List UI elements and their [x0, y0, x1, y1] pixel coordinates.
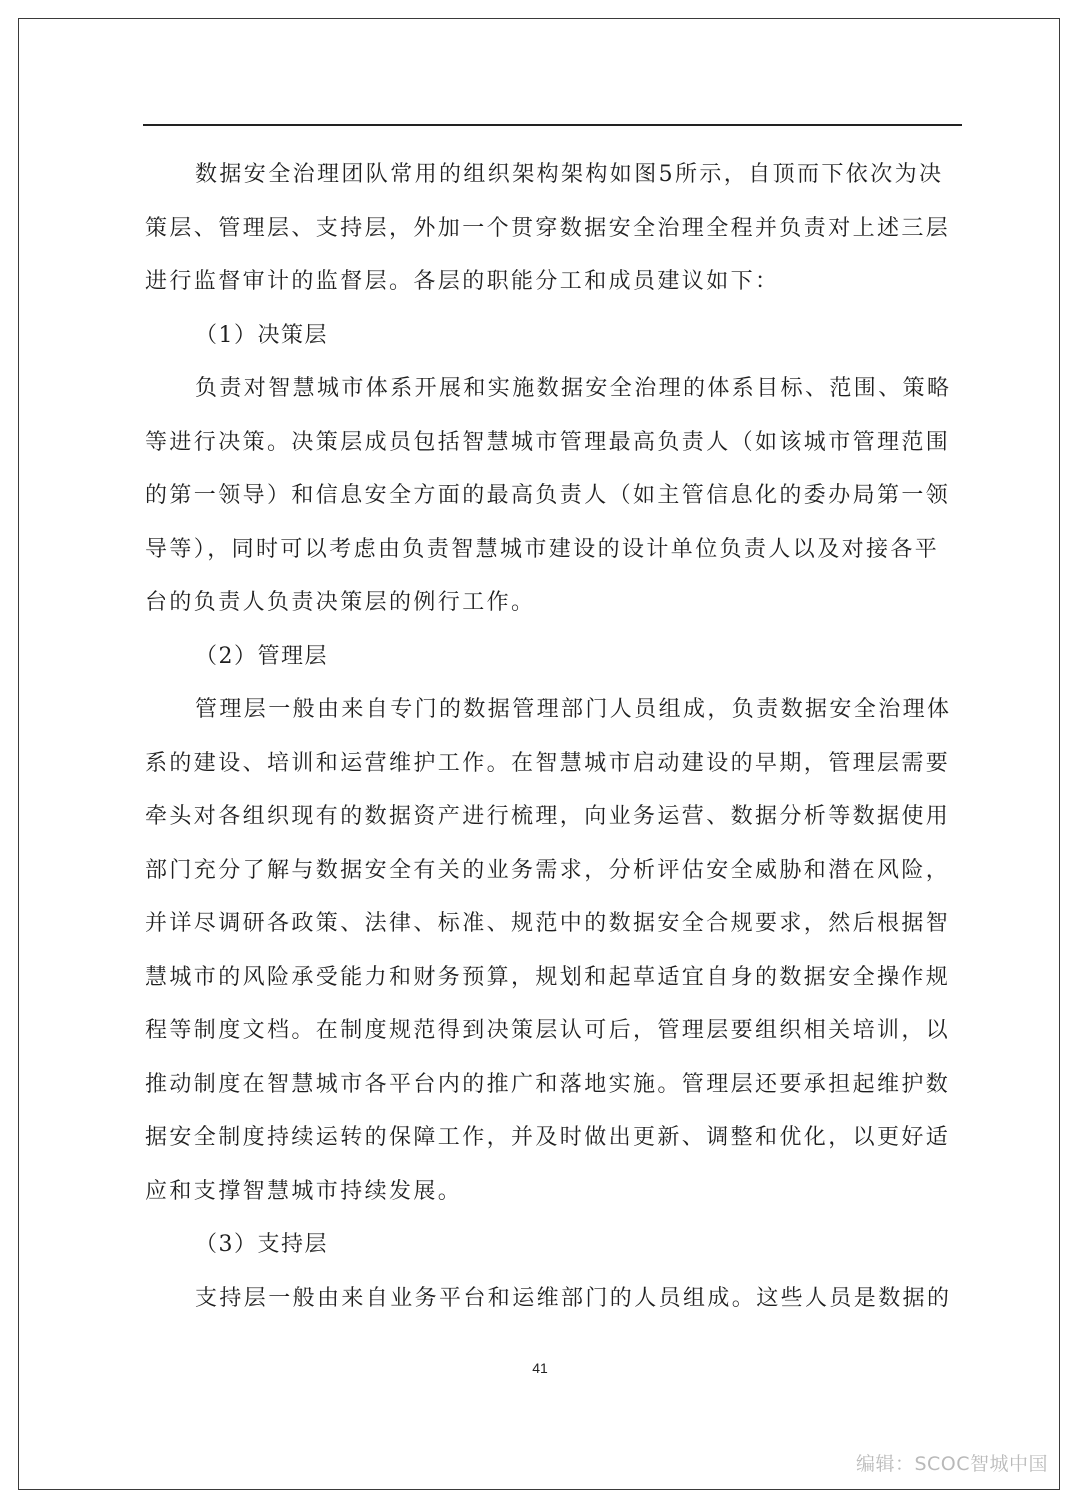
heading-support-layer: （3）支持层	[195, 1232, 328, 1257]
paragraph-intro: 数据安全治理团队常用的组织架构架构如图5所示，自顶而下依次为决 策层、管理层、支持层，外加一个贯穿数据安全治理全程并负责对上述三层 进行监督审计的监督层。各层的职能分工和成员建议如下：	[145, 162, 951, 294]
watermark: 编辑：SCOC智城中国	[855, 1453, 1048, 1475]
paragraph-support-layer: 支持层一般由来自业务平台和运维部门的人员组成。这些人员是数据的	[195, 1285, 952, 1311]
paragraph-decision-layer: 负责对智慧城市体系开展和实施数据安全治理的体系目标、范围、策略 等进行决策。决策层成员包括智慧城市管理最高负责人（如该城市管理范围 的第一领导）和信息安全方面的最高负责人（如主管信息化的委办局第一领 导等），同时可以考虑由负责智慧城市建设的设计单位负责人以及对接各平 台的负责人负责决策层的例行工作。	[145, 376, 952, 615]
paragraph-management-layer: 管理层一般由来自专门的数据管理部门人员组成，负责数据安全治理体 系的建设、培训和运营维护工作。在智慧城市启动建设的早期，管理层需要 牵头对各组织现有的数据资产进行梳理，向业务运营、数据分析等数据使用 部门充分了解与数据安全有关的业务需求，分析评估安全威胁和潜在风险， 并详尽调研各政策、法律、标准、规范中的数据安全合规要求，然后根据智 慧城市的风险承受能力和财务预算，规划和起草适宜自身的数据安全操作规 程等制度文档。在制度规范得到决策层认可后，管理层要组织相关培训，以 推动制度在智慧城市各平台内的推广和落地实施。管理层还要承担起维护数 据安全制度持续运转的保障工作，并及时做出更新、调整和优化，以更好适 应和支撑智慧城市持续发展。	[145, 697, 952, 1204]
page-number: 41	[532, 1360, 548, 1376]
document-body	[145, 148, 962, 1325]
heading-management-layer: （2）管理层	[195, 643, 328, 669]
heading-decision-layer: （1）决策层	[195, 322, 328, 348]
header-rule	[143, 124, 962, 126]
